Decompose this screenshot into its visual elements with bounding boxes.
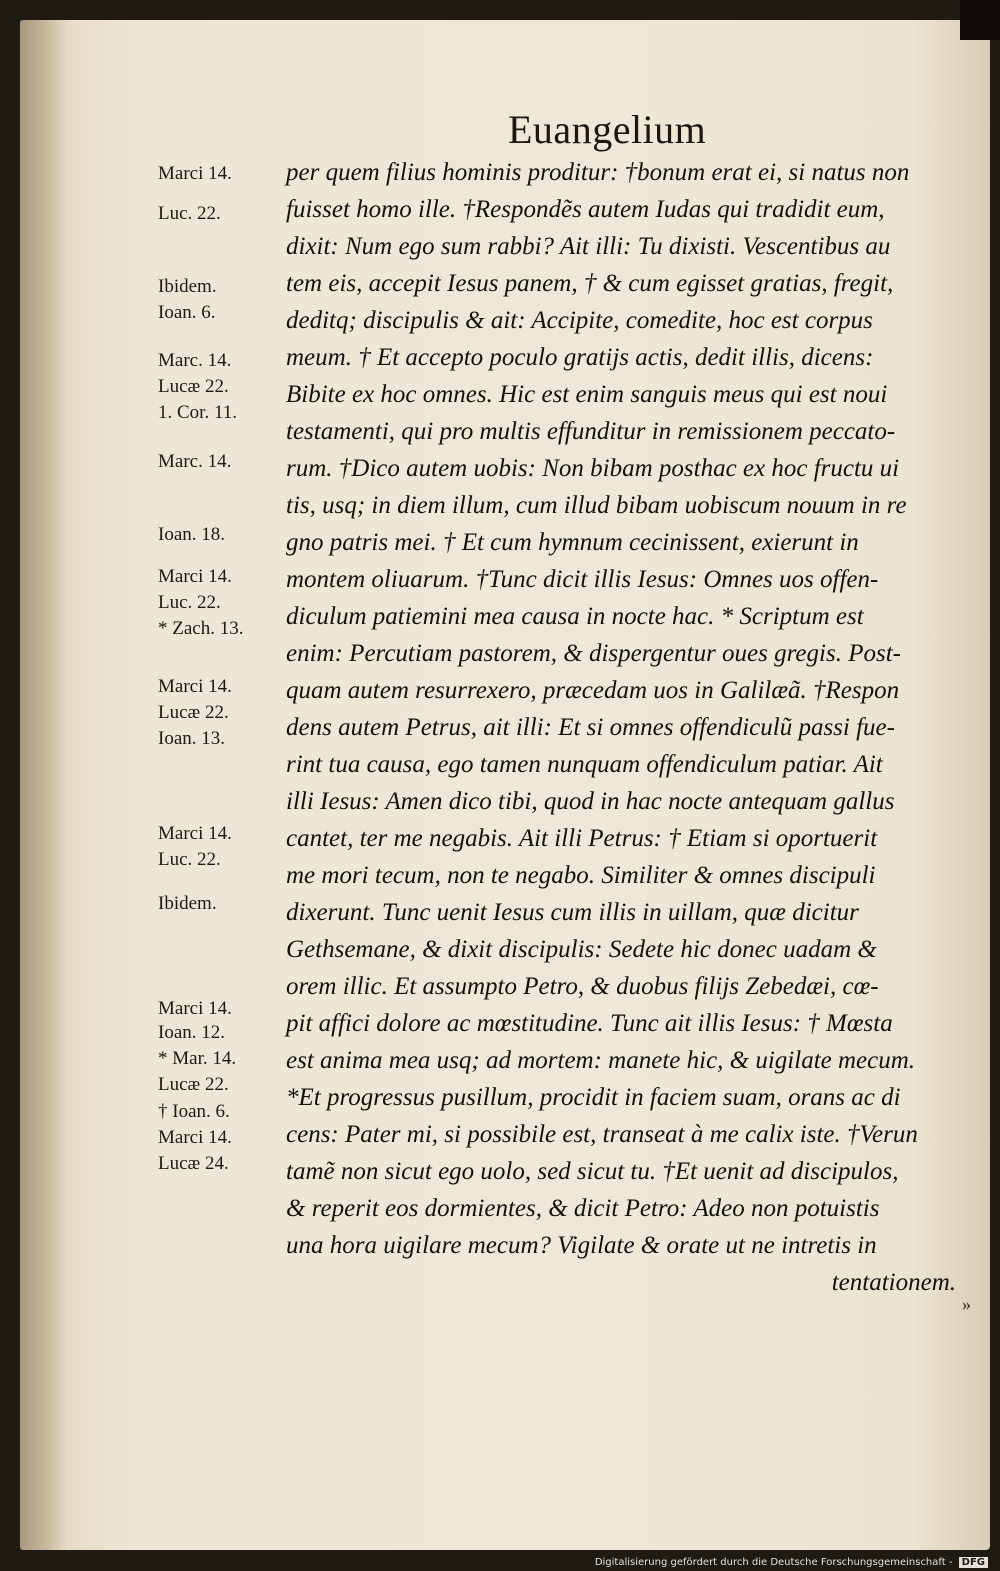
text-line: & reperit eos dormientes, & dicit Petro: Adeo non potuistis — [286, 1195, 880, 1222]
text-line: cantet, ter me negabis. Ait illi Petrus: † Etiam si oportuerit — [286, 825, 878, 852]
margin-reference: Luc. 22. — [158, 849, 221, 870]
margin-reference: Lucæ 22. — [158, 702, 229, 723]
text-line: *Et progressus pusillum, procidit in faciem suam, orans ac di — [286, 1084, 901, 1111]
margin-reference: Ibidem. — [158, 893, 217, 914]
text-line: enim: Percutiam pastorem, & dispergentur oues gregis. Post- — [286, 640, 901, 667]
margin-reference: Luc. 22. — [158, 203, 221, 224]
text-line: tem eis, accepit Iesus panem, † & cum egisset gratias, fregit, — [286, 270, 894, 297]
margin-reference: Marci 14. — [158, 163, 232, 184]
margin-reference: Marci 14. — [158, 998, 232, 1019]
text-line: rum. †Dico autem uobis: Non bibam posthac ex hoc fructu ui — [286, 455, 900, 482]
digitization-footer — [595, 1557, 988, 1568]
margin-reference: Ioan. 18. — [158, 524, 226, 545]
margin-reference: * Mar. 14. — [158, 1048, 237, 1069]
text-line: pit affici dolore ac mœstitudine. Tunc ait illis Iesus: † Mœsta — [286, 1010, 893, 1037]
text-line: tamẽ non sicut ego uolo, sed sicut tu. †Et uenit ad discipulos, — [286, 1158, 899, 1185]
margin-reference: Ioan. 13. — [158, 728, 226, 749]
text-line: quam autem resurrexero, præcedam uos in Galilæã. †Respon — [286, 677, 900, 704]
text-line: dixerunt. Tunc uenit Iesus cum illis in uillam, quæ dicitur — [286, 899, 859, 926]
margin-reference: Lucæ 22. — [158, 376, 229, 397]
dfg-logo: DFG — [959, 1557, 988, 1568]
margin-reference: Marc. 14. — [158, 451, 232, 472]
text-line: gno patris mei. † Et cum hymnum cecinissent, exierunt in — [286, 529, 859, 556]
text-line: deditq; discipulis & ait: Accipite, comedite, hoc est corpus — [286, 307, 873, 334]
margin-reference: Marc. 14. — [158, 350, 232, 371]
margin-reference: * Zach. 13. — [158, 618, 244, 639]
margin-reference: † Ioan. 6. — [158, 1101, 230, 1122]
scan-corner — [960, 0, 1000, 40]
text-line: una hora uigilare mecum? Vigilate & orate ut ne intretis in — [286, 1232, 877, 1259]
text-line: illi Iesus: Amen dico tibi, quod in hac nocte antequam gallus — [286, 788, 895, 815]
body-text — [286, 154, 966, 1301]
margin-reference: Luc. 22. — [158, 592, 221, 613]
margin-reference: Ioan. 12. — [158, 1022, 226, 1043]
text-line: orem illic. Et assumpto Petro, & duobus filijs Zebedæi, cœ- — [286, 973, 879, 1000]
text-line: dens autem Petrus, ait illi: Et si omnes offendiculũ passi fue- — [286, 714, 895, 741]
text-line: per quem filius hominis proditur: †bonum erat ei, si natus non — [286, 159, 910, 186]
text-line: diculum patiemini mea causa in nocte hac. * Scriptum est — [286, 603, 864, 630]
text-line: montem oliuarum. †Tunc dicit illis Iesus: Omnes uos offen- — [286, 566, 879, 593]
margin-reference: Ibidem. — [158, 276, 217, 297]
text-line: testamenti, qui pro multis effunditur in remissionem peccato- — [286, 418, 896, 445]
text-line: cens: Pater mi, si possibile est, transeat à me calix iste. †Verun — [286, 1121, 918, 1148]
footer-text: Digitalisierung gefördert durch die Deutsche Forschungsgemeinschaft - — [594, 1557, 953, 1568]
margin-reference: Lucæ 24. — [158, 1153, 229, 1174]
margin-reference: Marci 14. — [158, 566, 232, 587]
margin-reference: Marci 14. — [158, 823, 232, 844]
margin-reference: 1. Cor. 11. — [158, 402, 237, 423]
catchword-mark: » — [962, 1294, 971, 1314]
page-gutter-shadow — [20, 20, 66, 1550]
margin-reference: Marci 14. — [158, 676, 232, 697]
text-line: meum. † Et accepto poculo gratijs actis, dedit illis, dicens: — [286, 344, 874, 371]
text-line: tentationem. — [831, 1269, 956, 1296]
text-line: dixit: Num ego sum rabbi? Ait illi: Tu dixisti. Vescentibus au — [286, 233, 891, 260]
margin-reference: Ioan. 6. — [158, 302, 216, 323]
text-line: rint tua causa, ego tamen nunquam offendiculum patiar. Ait — [286, 751, 883, 778]
text-line: est anima mea usq; ad mortem: manete hic, & uigilate mecum. — [286, 1047, 916, 1074]
margin-reference: Lucæ 22. — [158, 1074, 229, 1095]
text-line: Gethsemane, & dixit discipulis: Sedete hic donec uadam & — [286, 936, 877, 963]
text-line: Bibite ex hoc omnes. Hic est enim sanguis meus qui est noui — [286, 381, 888, 408]
running-title: Euangelium — [508, 107, 707, 152]
margin-reference: Marci 14. — [158, 1127, 232, 1148]
text-line: fuisset homo ille. †Respondẽs autem Iudas qui tradidit eum, — [286, 196, 885, 223]
text-line: tis, usq; in diem illum, cum illud bibam uobiscum nouum in re — [286, 492, 907, 519]
text-line: me mori tecum, non te negabo. Similiter & omnes discipuli — [286, 862, 876, 889]
